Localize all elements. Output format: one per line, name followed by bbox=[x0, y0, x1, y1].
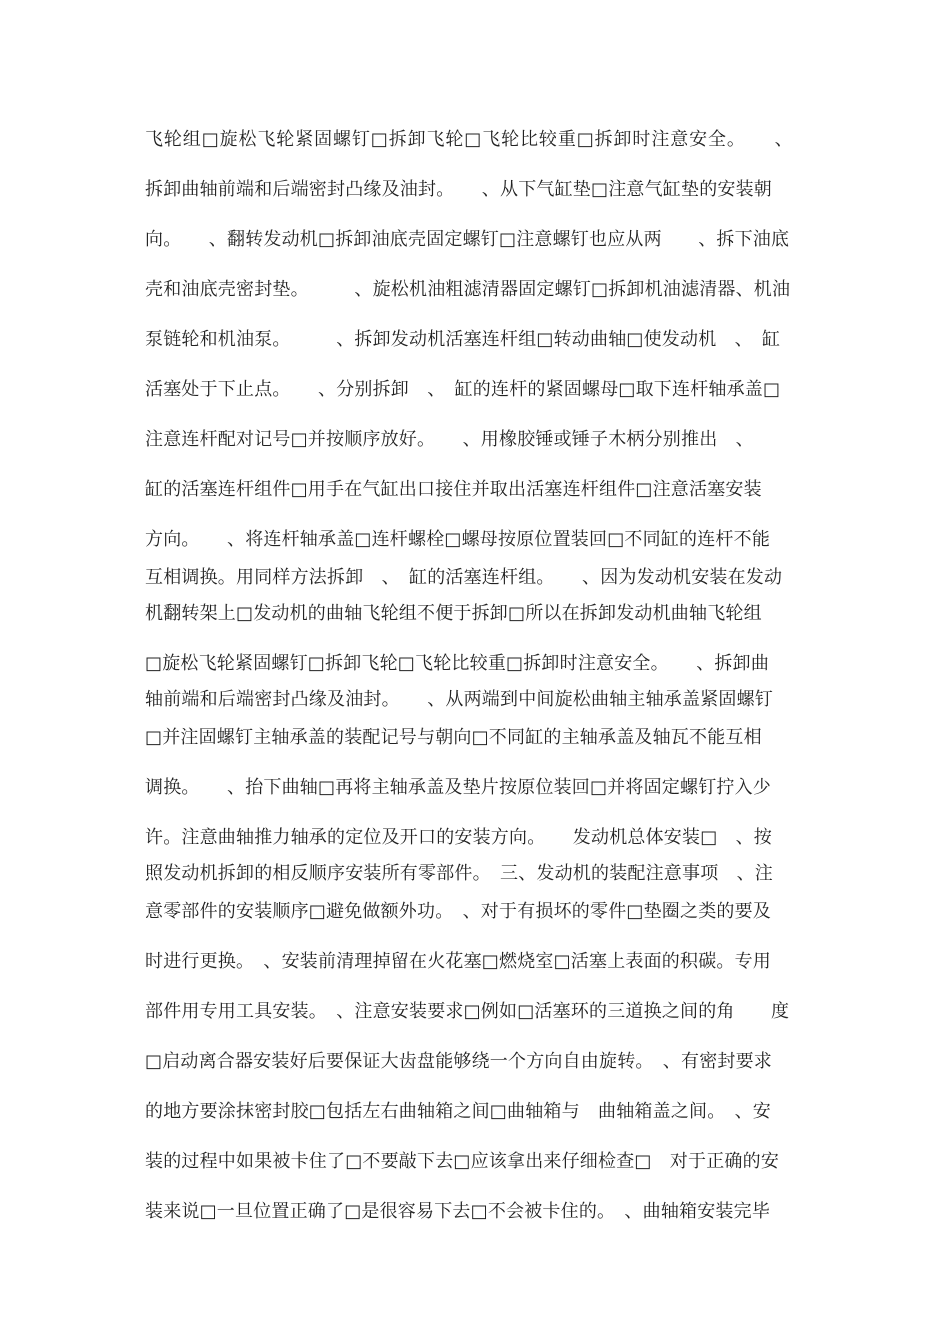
text-line-24: 装来说□一旦位置正确了□是很容易下去□不会被卡住的。 、曲轴箱安装完毕 bbox=[145, 1201, 771, 1222]
text-line-16: 许。注意曲轴推力轴承的定位及开口的安装方向。 发动机总体安装□ 、按 bbox=[145, 827, 773, 848]
text-line-8: 缸的活塞连杆组件□用手在气缸出口接住并取出活塞连杆组件□注意活塞安装 bbox=[145, 479, 762, 500]
text-line-19: 时进行更换。 、安装前清理掉留在火花塞□燃烧室□活塞上表面的积碳。专用 bbox=[145, 951, 772, 972]
text-line-13: 轴前端和后端密封凸缘及油封。 、从两端到中间旋松曲轴主轴承盖紧固螺钉 bbox=[145, 689, 773, 710]
text-line-9: 方向。 、将连杆轴承盖□连杆螺栓□螺母按原位置装回□不同缸的连杆不能 bbox=[145, 529, 771, 550]
text-line-17: 照发动机拆卸的相反顺序安装所有零部件。 三、发动机的装配注意事项 、注 bbox=[145, 863, 773, 884]
text-line-18: 意零部件的安装顺序□避免做额外功。 、对于有损坏的零件□垫圈之类的要及 bbox=[145, 901, 772, 922]
text-line-11: 机翻转架上□发动机的曲轴飞轮组不便于拆卸□所以在拆卸发动机曲轴飞轮组 bbox=[145, 603, 762, 624]
text-line-14: □并注固螺钉主轴承盖的装配记号与朝向□不同缸的主轴承盖及轴瓦不能互相 bbox=[145, 727, 762, 748]
text-line-3: 向。 、翻转发动机□拆卸油底壳固定螺钉□注意螺钉也应从两 、拆下油底 bbox=[145, 229, 790, 250]
text-line-20: 部件用专用工具安装。 、注意安装要求□例如□活塞环的三道换之间的角 度 bbox=[145, 1001, 790, 1022]
text-line-22: 的地方要涂抹密封胶□包括左右曲轴箱之间□曲轴箱与 曲轴箱盖之间。 、安 bbox=[145, 1101, 772, 1122]
text-line-12: □旋松飞轮紧固螺钉□拆卸飞轮□飞轮比较重□拆卸时注意安全。 、拆卸曲 bbox=[145, 653, 770, 674]
text-line-5: 泵链轮和机油泵。 、拆卸发动机活塞连杆组□转动曲轴□使发动机 、 缸 bbox=[145, 329, 781, 350]
text-line-15: 调换。 、抬下曲轴□再将主轴承盖及垫片按原位装回□并将固定螺钉拧入少 bbox=[145, 777, 772, 798]
text-line-10: 互相调换。用同样方法拆卸 、 缸的活塞连杆组。 、因为发动机安装在发动 bbox=[145, 567, 783, 588]
text-line-23: 装的过程中如果被卡住了□不要敲下去□应该拿出来仔细检查□ 对于正确的安 bbox=[145, 1151, 780, 1172]
text-line-4: 壳和油底壳密封垫。 、旋松机油粗滤清器固定螺钉□拆卸机油滤清器、机油 bbox=[145, 279, 791, 300]
text-line-21: □启动离合器安装好后要保证大齿盘能够绕一个方向自由旋转。 、有密封要求 bbox=[145, 1051, 773, 1072]
text-line-1: 飞轮组□旋松飞轮紧固螺钉□拆卸飞轮□飞轮比较重□拆卸时注意安全。 、 bbox=[145, 129, 794, 150]
text-line-7: 注意连杆配对记号□并按顺序放好。 、用橡胶锤或锤子木柄分别推出 、 bbox=[145, 429, 754, 450]
text-line-2: 拆卸曲轴前端和后端密封凸缘及油封。 、从下气缸垫□注意气缸垫的安装朝 bbox=[145, 179, 773, 200]
text-line-6: 活塞处于下止点。 、分别拆卸 、 缸的连杆的紧固螺母□取下连杆轴承盖□ bbox=[145, 379, 781, 400]
